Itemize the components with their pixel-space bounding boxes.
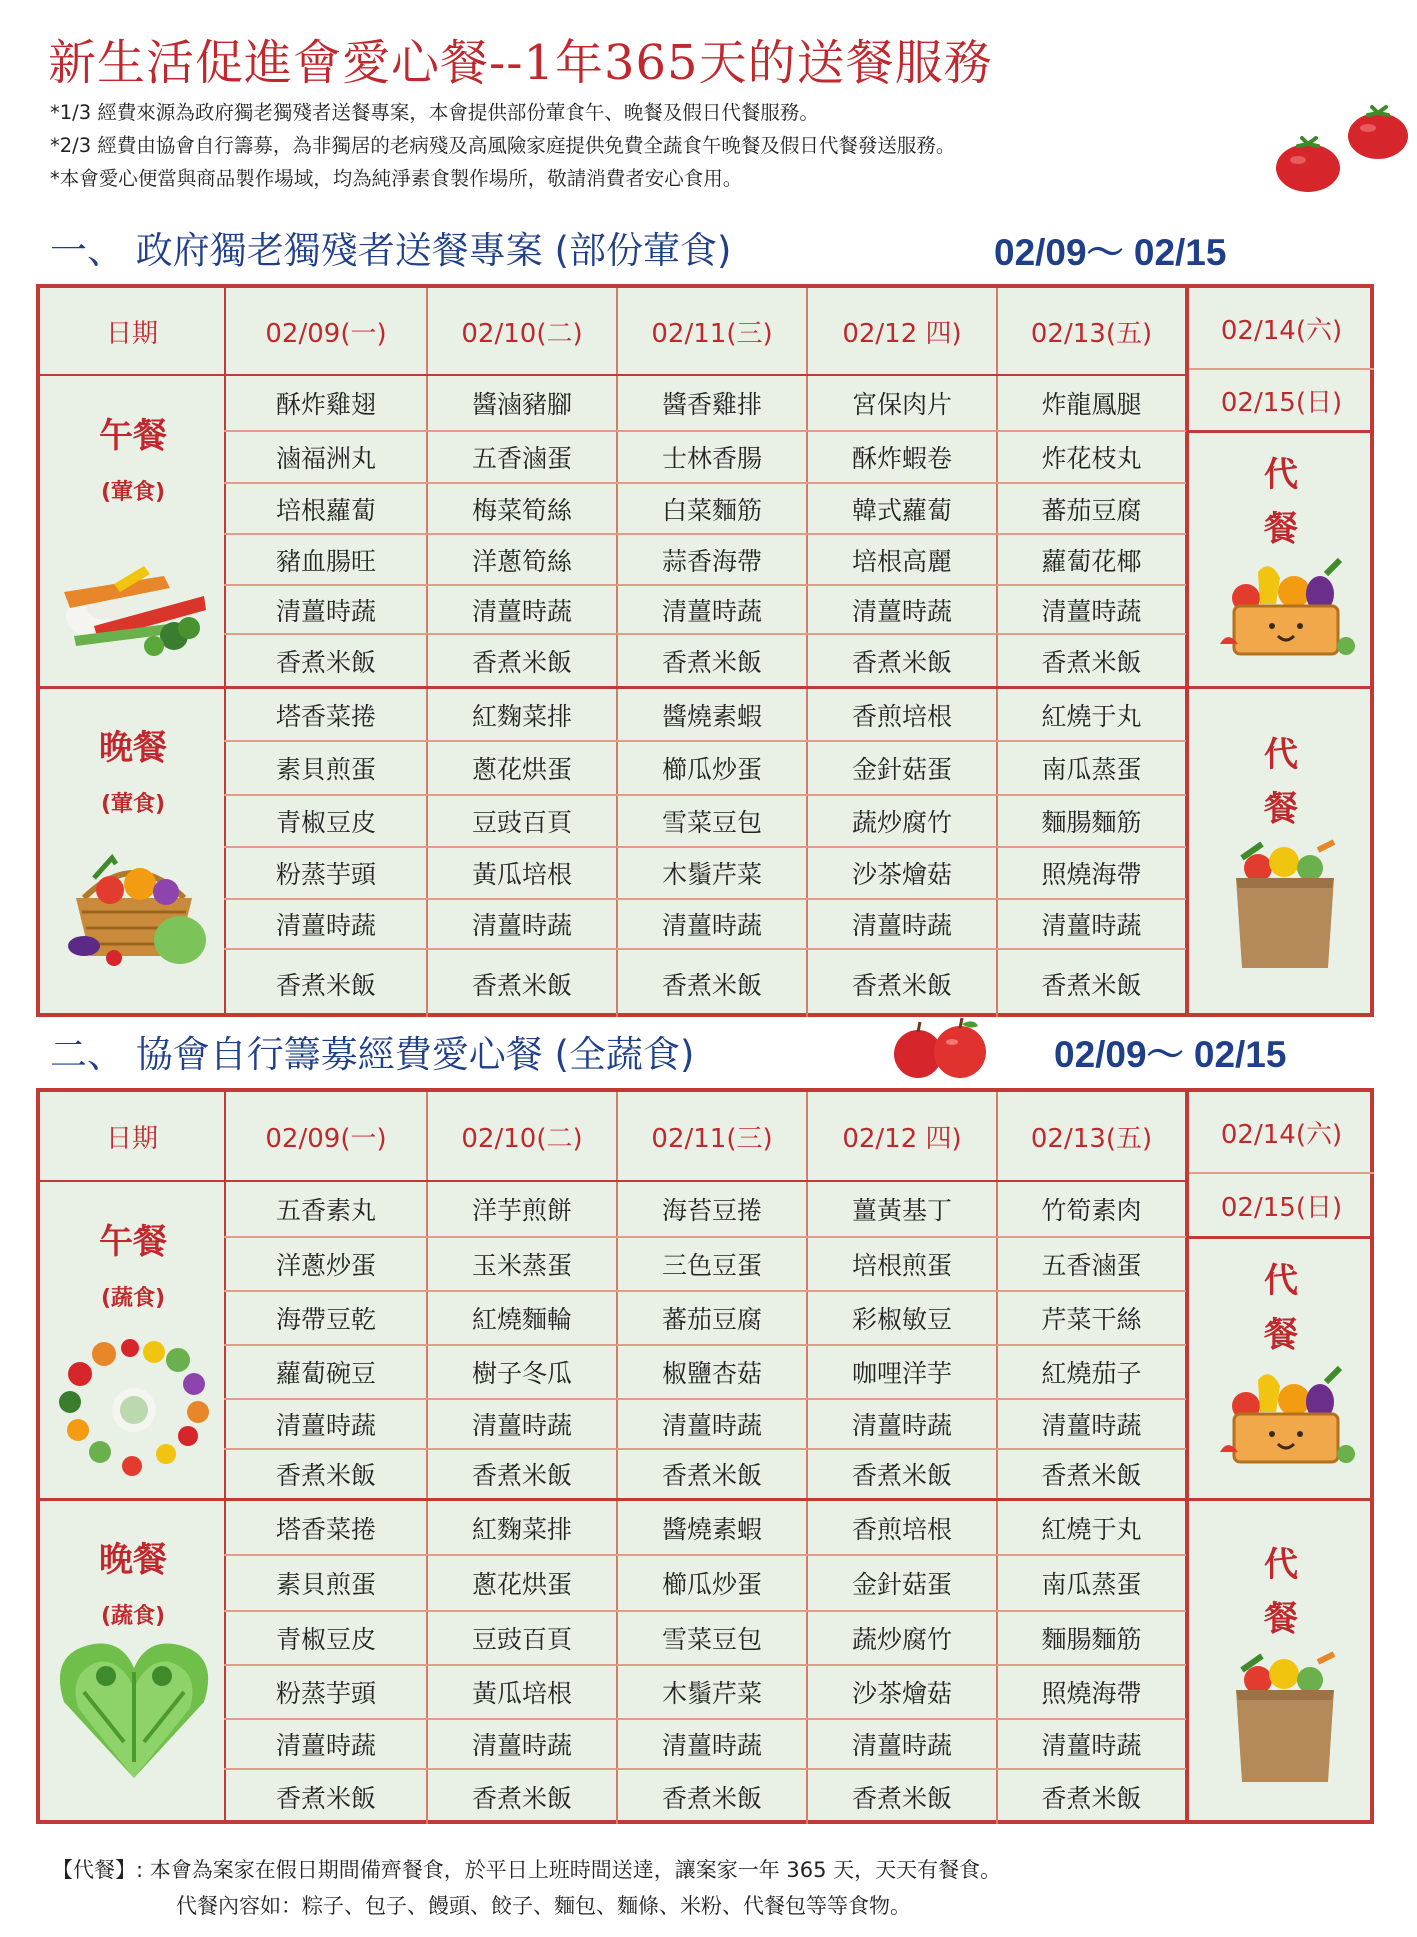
lunch-dish-cell: 豬血腸旺 xyxy=(275,546,376,576)
lunch-dish-cell: 咖哩洋芋 xyxy=(851,1359,952,1388)
lunch-dish-cell: 紅燒茄子 xyxy=(1041,1359,1142,1388)
dinner-dish-cell: 雪菜豆包 xyxy=(661,808,762,837)
dinner-dish-cell: 清薑時蔬 xyxy=(471,911,572,940)
tomato-icon xyxy=(1344,104,1412,162)
grocery-bag-icon xyxy=(1222,1652,1348,1784)
lunch-dish-cell: 清薑時蔬 xyxy=(851,1411,952,1440)
lunch-dish-cell: 酥炸雞翅 xyxy=(275,390,376,419)
dinner-dish-cell: 素貝煎蛋 xyxy=(275,1570,376,1599)
dinner-label: 晚餐 xyxy=(99,728,167,768)
substitute-label: 代餐 xyxy=(1264,1261,1298,1355)
day-header: 02/10(二) xyxy=(461,1123,583,1154)
lunch-label: 午餐 xyxy=(99,1222,167,1262)
lunch-dish-cell: 香煮米飯 xyxy=(471,1461,572,1490)
dinner-dish-cell: 清薑時蔬 xyxy=(1041,911,1142,940)
note-1: *1/3 經費來源為政府獨老獨殘者送餐專案，本會提供部份葷食午、晚餐及假日代餐服務。 xyxy=(50,101,819,124)
day-header: 02/13(五) xyxy=(1030,1123,1153,1154)
day-header: 02/12 四) xyxy=(842,318,962,349)
dinner-dish-cell: 香煮米飯 xyxy=(1041,970,1142,1000)
note-3: *本會愛心便當與商品製作場域，均為純淨素食製作場所，敬請消費者安心食用。 xyxy=(50,167,743,190)
lunch-dish-cell: 清薑時蔬 xyxy=(471,596,572,626)
lunch-dish-cell: 彩椒敏豆 xyxy=(851,1305,952,1334)
grocery-bag-icon xyxy=(1222,840,1348,970)
dinner-dish-cell: 黃瓜培根 xyxy=(471,1679,572,1708)
lunch-dish-cell: 樹子冬瓜 xyxy=(471,1359,572,1388)
dinner-dish-cell: 蔬炒腐竹 xyxy=(851,808,952,837)
lunch-dish-cell: 酥炸蝦卷 xyxy=(851,444,952,473)
dinner-dish-cell: 粉蒸芋頭 xyxy=(275,860,376,889)
dinner-dish-cell: 香煮米飯 xyxy=(851,1784,952,1813)
lunch-dish-cell: 洋蔥筍絲 xyxy=(471,546,572,576)
dinner-sub-label: (葷食) xyxy=(100,792,166,817)
date-header: 日期 xyxy=(105,1123,158,1154)
lunch-dish-cell: 香煮米飯 xyxy=(275,1461,376,1490)
lunch-dish-cell: 清薑時蔬 xyxy=(1041,1411,1142,1440)
page-title: 新生活促進會愛心餐--1年365天的送餐服務 xyxy=(48,35,993,91)
substitute-label: 代餐 xyxy=(1264,735,1298,829)
lunch-dish-cell: 清薑時蔬 xyxy=(851,596,952,626)
dinner-dish-cell: 麵腸麵筋 xyxy=(1041,1625,1142,1654)
weekend-header: 02/14(六) xyxy=(1220,315,1343,346)
lunch-dish-cell: 清薑時蔬 xyxy=(471,1411,572,1440)
lunch-dish-cell: 香煮米飯 xyxy=(851,647,952,677)
lunch-dish-cell: 香煮米飯 xyxy=(851,1461,952,1490)
dinner-dish-cell: 香煮米飯 xyxy=(851,970,952,1000)
lunch-dish-cell: 椒鹽杏菇 xyxy=(661,1359,762,1388)
lunch-sub-label: (葷食) xyxy=(100,480,166,505)
lunch-dish-cell: 梅菜筍絲 xyxy=(471,495,572,525)
dinner-dish-cell: 香煎培根 xyxy=(851,701,952,731)
dinner-dish-cell: 素貝煎蛋 xyxy=(275,755,376,784)
dinner-dish-cell: 蔥花烘蛋 xyxy=(471,1570,572,1599)
lunch-dish-cell: 培根煎蛋 xyxy=(851,1251,952,1280)
dinner-dish-cell: 青椒豆皮 xyxy=(275,1625,376,1654)
apple-icon xyxy=(888,1016,994,1082)
lunch-dish-cell: 海帶豆乾 xyxy=(275,1305,376,1334)
dinner-dish-cell: 香煎培根 xyxy=(851,1514,952,1544)
substitute-dinner xyxy=(1188,1538,1374,1646)
lunch-dish-cell: 香煮米飯 xyxy=(275,647,376,677)
dinner-dish-cell: 紅燒于丸 xyxy=(1041,1514,1142,1544)
dinner-dish-cell: 醬燒素蝦 xyxy=(661,701,762,731)
dinner-dish-cell: 清薑時蔬 xyxy=(1041,1731,1142,1760)
dinner-dish-cell: 清薑時蔬 xyxy=(471,1731,572,1760)
dinner-dish-cell: 青椒豆皮 xyxy=(275,808,376,837)
dinner-dish-cell: 香煮米飯 xyxy=(471,970,572,1000)
lunch-label-group xyxy=(40,408,226,506)
weekend-header: 02/15(日) xyxy=(1220,1192,1343,1223)
dinner-dish-cell: 照燒海帶 xyxy=(1041,1679,1142,1708)
section-1-heading xyxy=(50,220,731,274)
menu-table-1 xyxy=(36,284,1374,1017)
dinner-dish-cell: 香煮米飯 xyxy=(275,970,376,1000)
lunch-dish-cell: 蘿蔔碗豆 xyxy=(275,1359,376,1388)
day-header: 02/12 四) xyxy=(842,1123,962,1154)
lunch-dish-cell: 香煮米飯 xyxy=(471,647,572,677)
dinner-label-group xyxy=(40,720,226,817)
dinner-dish-cell: 櫛瓜炒蛋 xyxy=(661,755,762,784)
substitute-dinner xyxy=(1188,728,1374,836)
dinner-dish-cell: 清薑時蔬 xyxy=(661,911,762,940)
lunch-dish-cell: 清薑時蔬 xyxy=(661,596,762,626)
lunch-dish-cell: 香煮米飯 xyxy=(661,647,762,677)
vegetable-heart-icon xyxy=(54,1632,214,1782)
substitute-label: 代餐 xyxy=(1264,1545,1298,1639)
lunch-dish-cell: 滷福洲丸 xyxy=(275,444,376,473)
section-2-heading xyxy=(50,1024,694,1078)
footer-line-1: 【代餐】: 本會為案家在假日期間備齊餐食，於平日上班時間送達，讓案家一年 365 天，天天有餐食。 xyxy=(52,1858,1002,1882)
weekend-header: 02/15(日) xyxy=(1220,387,1343,418)
vegetable-basket-icon xyxy=(54,556,214,666)
date-header: 日期 xyxy=(105,318,158,349)
lunch-dish-cell: 炸花枝丸 xyxy=(1041,444,1142,473)
dinner-dish-cell: 照燒海帶 xyxy=(1041,860,1142,889)
dinner-label: 晚餐 xyxy=(99,1540,167,1580)
section-1-range: 02/09～ 02/15 xyxy=(994,232,1227,273)
footer-note xyxy=(52,1852,1001,1924)
lunch-dish-cell: 芹菜干絲 xyxy=(1041,1305,1142,1334)
dinner-dish-cell: 清薑時蔬 xyxy=(275,1731,376,1760)
lunch-dish-cell: 炸龍鳳腿 xyxy=(1041,390,1142,419)
lunch-dish-cell: 韓式蘿蔔 xyxy=(851,495,952,525)
lunch-dish-cell: 洋蔥炒蛋 xyxy=(275,1251,376,1280)
dinner-dish-cell: 金針菇蛋 xyxy=(851,1570,952,1599)
dinner-dish-cell: 金針菇蛋 xyxy=(851,755,952,784)
day-header: 02/10(二) xyxy=(461,318,583,349)
dinner-dish-cell: 南瓜蒸蛋 xyxy=(1041,755,1142,784)
lunch-dish-cell: 清薑時蔬 xyxy=(1041,596,1142,626)
notes xyxy=(50,96,955,195)
lunch-dish-cell: 五香素丸 xyxy=(275,1196,376,1225)
dinner-dish-cell: 清薑時蔬 xyxy=(851,911,952,940)
dinner-dish-cell: 南瓜蒸蛋 xyxy=(1041,1570,1142,1599)
dinner-dish-cell: 塔香菜捲 xyxy=(275,701,376,731)
section-2-range: 02/09～ 02/15 xyxy=(1054,1034,1287,1075)
day-header: 02/11(三) xyxy=(651,1123,773,1154)
lunch-dish-cell: 五香滷蛋 xyxy=(471,444,572,473)
dinner-dish-cell: 沙茶燴菇 xyxy=(851,860,952,889)
vegetable-basket-icon xyxy=(54,828,214,968)
dinner-dish-cell: 櫛瓜炒蛋 xyxy=(661,1570,762,1599)
lunch-dish-cell: 清薑時蔬 xyxy=(275,1411,376,1440)
dinner-dish-cell: 豆豉百頁 xyxy=(471,1625,572,1654)
dinner-dish-cell: 清薑時蔬 xyxy=(661,1731,762,1760)
lunch-dish-cell: 香煮米飯 xyxy=(1041,647,1142,677)
lunch-dish-cell: 紅燒麵輪 xyxy=(471,1305,572,1334)
section-2-title: 二、 協會自行籌募經費愛心餐 (全蔬食) xyxy=(50,1033,695,1076)
dinner-dish-cell: 麵腸麵筋 xyxy=(1041,808,1142,837)
lunch-dish-cell: 蕃茄豆腐 xyxy=(1041,495,1142,525)
dinner-dish-cell: 清薑時蔬 xyxy=(851,1731,952,1760)
lunch-dish-cell: 醬滷豬腳 xyxy=(471,390,572,419)
dinner-dish-cell: 木鬚芹菜 xyxy=(661,860,762,889)
dinner-dish-cell: 豆豉百頁 xyxy=(471,808,572,837)
lunch-dish-cell: 薑黃基丁 xyxy=(851,1196,952,1225)
lunch-dish-cell: 玉米蒸蛋 xyxy=(471,1251,572,1280)
lunch-dish-cell: 蒜香海帶 xyxy=(661,546,762,576)
lunch-dish-cell: 蘿蔔花椰 xyxy=(1041,546,1142,576)
lunch-label: 午餐 xyxy=(99,416,167,456)
dinner-dish-cell: 黃瓜培根 xyxy=(471,860,572,889)
lunch-dish-cell: 培根高麗 xyxy=(851,546,952,576)
lunch-dish-cell: 蕃茄豆腐 xyxy=(661,1305,762,1334)
day-header: 02/09(一) xyxy=(265,318,387,349)
lunch-label-group xyxy=(40,1214,226,1312)
lunch-dish-cell: 五香滷蛋 xyxy=(1041,1251,1142,1280)
dinner-dish-cell: 木鬚芹菜 xyxy=(661,1679,762,1708)
fruit-crate-icon xyxy=(1216,554,1356,666)
lunch-dish-cell: 宮保肉片 xyxy=(851,390,952,419)
dinner-dish-cell: 紅麴菜排 xyxy=(471,701,572,731)
dinner-dish-cell: 醬燒素蝦 xyxy=(661,1514,762,1544)
menu-table-2 xyxy=(36,1088,1374,1824)
lunch-dish-cell: 竹筍素肉 xyxy=(1041,1196,1142,1225)
vegetable-heart-icon xyxy=(54,1330,214,1478)
lunch-dish-cell: 清薑時蔬 xyxy=(661,1411,762,1440)
fruit-crate-icon xyxy=(1216,1362,1356,1474)
dinner-dish-cell: 蔥花烘蛋 xyxy=(471,755,572,784)
dinner-dish-cell: 粉蒸芋頭 xyxy=(275,1679,376,1708)
lunch-dish-cell: 香煮米飯 xyxy=(1041,1461,1142,1490)
dinner-dish-cell: 香煮米飯 xyxy=(275,1784,376,1813)
substitute-label: 代餐 xyxy=(1264,455,1298,549)
dinner-dish-cell: 塔香菜捲 xyxy=(275,1514,376,1544)
lunch-sub-label: (蔬食) xyxy=(100,1286,166,1311)
weekend-header: 02/14(六) xyxy=(1220,1119,1343,1150)
substitute-lunch xyxy=(1188,1254,1374,1362)
dinner-dish-cell: 紅麴菜排 xyxy=(471,1514,572,1544)
lunch-dish-cell: 士林香腸 xyxy=(661,444,762,473)
lunch-dish-cell: 培根蘿蔔 xyxy=(275,495,376,525)
tomato-icon xyxy=(1272,134,1344,194)
dinner-label-group xyxy=(40,1532,226,1629)
footer-line-2: 代餐內容如：粽子、包子、饅頭、餃子、麵包、麵條、米粉、代餐包等等食物。 xyxy=(176,1894,911,1918)
dinner-dish-cell: 清薑時蔬 xyxy=(275,911,376,940)
substitute-lunch xyxy=(1188,448,1374,556)
dinner-dish-cell: 沙茶燴菇 xyxy=(851,1679,952,1708)
lunch-dish-cell: 香煮米飯 xyxy=(661,1461,762,1490)
dinner-dish-cell: 香煮米飯 xyxy=(661,970,762,1000)
lunch-dish-cell: 洋芋煎餅 xyxy=(471,1196,572,1225)
dinner-dish-cell: 香煮米飯 xyxy=(661,1784,762,1813)
day-header: 02/09(一) xyxy=(265,1123,387,1154)
dinner-dish-cell: 香煮米飯 xyxy=(471,1784,572,1813)
day-header: 02/11(三) xyxy=(651,318,773,349)
dinner-dish-cell: 雪菜豆包 xyxy=(661,1625,762,1654)
dinner-dish-cell: 香煮米飯 xyxy=(1041,1784,1142,1813)
section-1-title: 一、 政府獨老獨殘者送餐專案 (部份葷食) xyxy=(50,229,732,272)
day-header: 02/13(五) xyxy=(1030,318,1153,349)
dinner-dish-cell: 紅燒于丸 xyxy=(1041,701,1142,731)
dinner-dish-cell: 蔬炒腐竹 xyxy=(851,1625,952,1654)
lunch-dish-cell: 海苔豆捲 xyxy=(661,1196,762,1225)
lunch-dish-cell: 醬香雞排 xyxy=(661,390,762,419)
lunch-dish-cell: 三色豆蛋 xyxy=(661,1251,762,1280)
dinner-sub-label: (蔬食) xyxy=(100,1604,166,1629)
lunch-dish-cell: 清薑時蔬 xyxy=(275,596,376,626)
note-2: *2/3 經費由協會自行籌募，為非獨居的老病殘及高風險家庭提供免費全蔬食午晚餐及假日代餐發送服務。 xyxy=(50,134,956,157)
lunch-dish-cell: 白菜麵筋 xyxy=(661,495,762,525)
